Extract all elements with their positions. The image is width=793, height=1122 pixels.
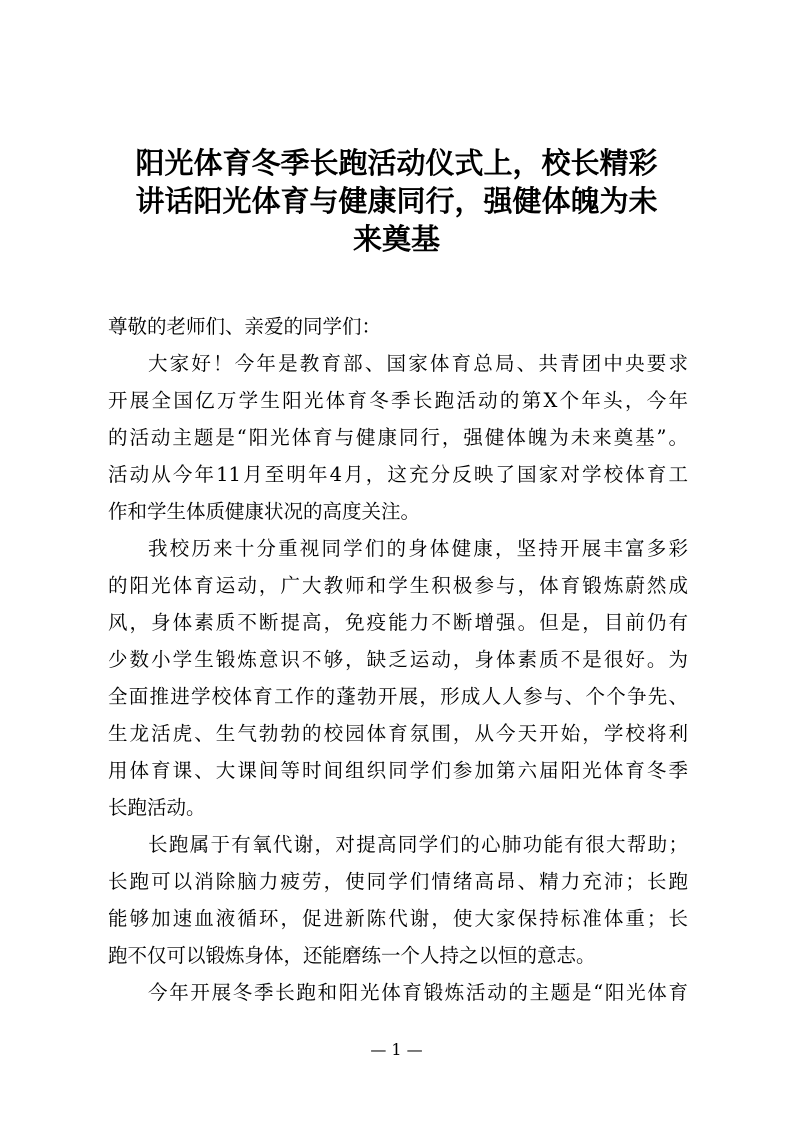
text-line: 少数小学生锻炼意识不够，缺乏运动，身体素质不是很好。为 [108, 648, 688, 671]
text-line: 生龙活虎、生气勃勃的校园体育氛围，从今天开始，学校将利 [108, 722, 688, 745]
text-line: 风，身体素质不断提高，免疫能力不断增强。但是，目前仍有 [108, 611, 688, 634]
paragraph-4 [108, 974, 688, 1011]
title-line: 阳光体育冬季长跑活动仪式上，校长精彩 [135, 146, 658, 180]
text-line: 的阳光体育运动，广大教师和学生积极参与，体育锻炼蔚然成 [108, 574, 688, 597]
text-line: 全面推进学校体育工作的蓬勃开展，形成人人参与、个个争先、 [108, 685, 688, 708]
text-line: 开展全国亿万学生阳光体育冬季长跑活动的第X个年头，今年 [108, 389, 688, 412]
text-line: 今年开展冬季长跑和阳光体育锻炼活动的主题是“阳光体育 [148, 981, 688, 1004]
text-line: 长跑属于有氧代谢，对提高同学们的心肺功能有很大帮助； [148, 833, 688, 856]
text-line: 的活动主题是“阳光体育与健康同行，强健体魄为未来奠基”。 [108, 426, 688, 449]
page-number: — 1 — [370, 1040, 423, 1059]
text-line: 长跑活动。 [108, 796, 206, 819]
paragraph-2 [108, 530, 688, 826]
document-body [108, 308, 688, 1011]
text-line: 作和学生体质健康状况的高度关注。 [108, 500, 421, 523]
text-line: 长跑可以消除脑力疲劳，使同学们情绪高昂、精力充沛；长跑 [108, 870, 688, 893]
paragraph-1 [108, 345, 688, 530]
greeting: 尊敬的老师们、亲爱的同学们： [108, 315, 382, 338]
text-line: 用体育课、大课间等时间组织同学们参加第六届阳光体育冬季 [108, 759, 688, 782]
title-line: 来奠基 [352, 222, 440, 256]
text-line: 能够加速血液循环，促进新陈代谢，使大家保持标准体重；长 [108, 907, 688, 930]
text-line: 跑不仅可以锻炼身体，还能磨练一个人持之以恒的意志。 [108, 944, 596, 967]
text-line: 活动从今年11月至明年4月，这充分反映了国家对学校体育工 [108, 463, 688, 486]
title-line: 讲话阳光体育与健康同行，强健体魄为未 [135, 184, 658, 218]
text-line: 大家好！今年是教育部、国家体育总局、共青团中央要求 [148, 352, 688, 375]
document-title [100, 144, 693, 258]
paragraph-3 [108, 826, 688, 974]
text-line: 我校历来十分重视同学们的身体健康，坚持开展丰富多彩 [148, 537, 688, 560]
